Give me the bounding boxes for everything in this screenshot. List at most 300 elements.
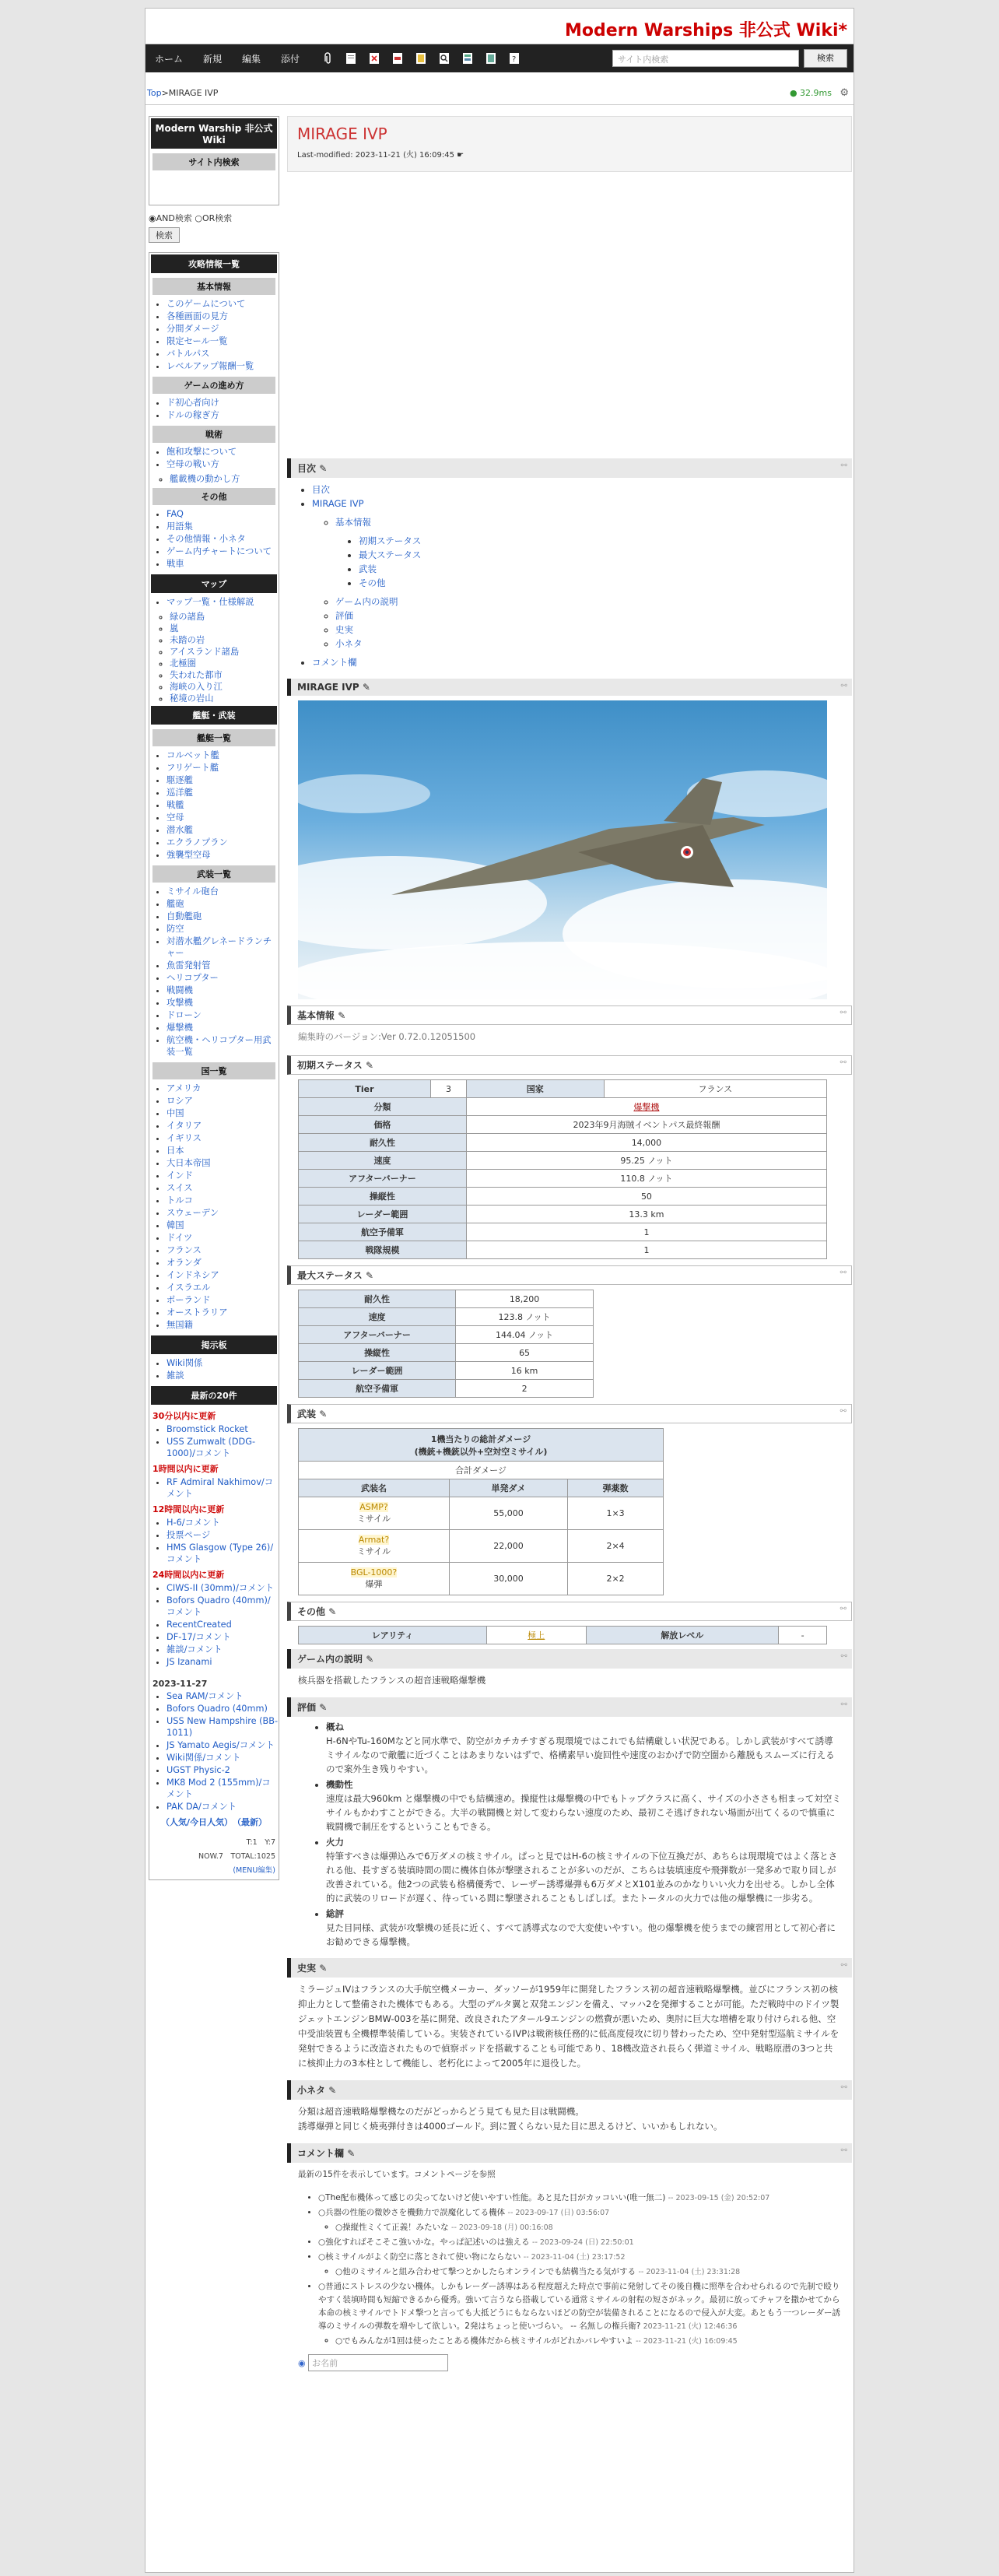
sidebar-item-link[interactable]: 飽和攻撃について — [166, 447, 237, 457]
sidebar-item-link[interactable]: 戦艦 — [166, 800, 184, 810]
table-row — [299, 1080, 827, 1098]
recent-item[interactable] — [166, 1764, 279, 1776]
sidebar-subitem-link[interactable]: 海峡の入り江 — [170, 682, 223, 692]
recent-item-link[interactable]: 雑談/コメント — [166, 1644, 223, 1655]
toc-item[interactable] — [335, 637, 852, 651]
anchor-icon[interactable]: ⚯ — [840, 1605, 847, 1613]
weapon-type: ミサイル — [356, 1546, 391, 1556]
sidebar-item[interactable] — [166, 1269, 279, 1281]
rename-icon[interactable] — [390, 51, 405, 66]
nation-value: フランス — [604, 1080, 826, 1098]
sidebar-item[interactable] — [166, 1157, 279, 1169]
sidebar-item-link[interactable]: 空母 — [166, 812, 184, 823]
sidebar-nations-head: 国一覧 — [151, 1061, 277, 1081]
breadcrumb-current: MIRAGE IVP — [168, 88, 219, 98]
sidebar-item[interactable] — [166, 397, 279, 409]
gear-icon[interactable]: ⚙ — [840, 87, 849, 99]
comment-item — [318, 2280, 841, 2333]
site-search-input[interactable]: サイト内検索 — [612, 50, 799, 67]
anchor-icon[interactable]: ⚯ — [840, 2146, 847, 2155]
table-row — [299, 1241, 827, 1259]
toolbar-new-link[interactable]: 新規 — [203, 53, 223, 65]
sidebar-item-link[interactable]: 防空 — [166, 924, 184, 934]
nation-label: 国家 — [466, 1080, 604, 1098]
sidebar-item-link[interactable]: 駆逐艦 — [166, 775, 193, 785]
sidebar-subitem[interactable] — [170, 693, 279, 704]
toc-item[interactable] — [335, 595, 852, 609]
sidebar-item[interactable] — [166, 1257, 279, 1269]
weapon-link[interactable]: BGL-1000? — [350, 1567, 398, 1578]
sidebar-item[interactable] — [166, 311, 279, 322]
sidebar-item-link[interactable]: トルコ — [166, 1195, 193, 1206]
stat-label: 速度 — [299, 1152, 467, 1170]
sidebar-item[interactable] — [166, 824, 279, 836]
sidebar-item[interactable] — [166, 546, 279, 557]
sidebar-item-link[interactable]: 空母の戦い方 — [166, 459, 219, 469]
sidebar-item-link[interactable]: バトルパス — [166, 349, 210, 359]
sidebar-item[interactable] — [166, 521, 279, 532]
weapon-link[interactable]: ASMP? — [359, 1502, 388, 1512]
sidebar-item[interactable] — [166, 1022, 279, 1034]
anchor-icon[interactable]: ⚯ — [840, 1700, 847, 1709]
recent-item-link[interactable]: Bofors Quadro (40mm) — [166, 1704, 268, 1714]
sidebar-item[interactable] — [166, 1170, 279, 1181]
recent-item[interactable] — [166, 1436, 275, 1459]
recent-item-link[interactable]: MK8 Mod 2 (155mm)/コメント — [166, 1778, 271, 1799]
sidebar-item[interactable] — [166, 1107, 279, 1119]
recent-item[interactable] — [166, 1703, 279, 1714]
sidebar-subitem-link[interactable]: 緑の諸島 — [170, 612, 205, 622]
comment-radio[interactable]: ○ — [335, 2336, 343, 2346]
edit-icon[interactable]: ✎ — [319, 1702, 328, 1713]
recent-item-link[interactable]: Broomstick Rocket — [166, 1424, 248, 1434]
sidebar-item-link[interactable]: 航空機・ヘリコプター用武装一覧 — [166, 1035, 272, 1057]
sidebar-item[interactable] — [166, 774, 279, 786]
sidebar-item-link[interactable]: コルベット艦 — [166, 750, 219, 760]
sidebar-item[interactable] — [166, 1182, 279, 1194]
recent-item[interactable] — [166, 1656, 275, 1668]
sidebar-item[interactable] — [166, 1282, 279, 1293]
recent-item[interactable] — [166, 1715, 279, 1739]
sidebar-item[interactable] — [166, 1307, 279, 1318]
sidebar-subitem[interactable] — [170, 473, 279, 485]
sidebar-item[interactable] — [166, 935, 279, 959]
anchor-icon[interactable]: ⚯ — [840, 462, 847, 470]
name-radio[interactable]: ◉ — [298, 2358, 306, 2368]
anchor-icon[interactable]: ⚯ — [840, 1269, 847, 1277]
anchor-icon[interactable]: ⚯ — [840, 682, 847, 690]
sidebar-subitem[interactable] — [170, 611, 279, 623]
recent-group-list — [152, 1476, 275, 1500]
sidebar-item[interactable] — [166, 787, 279, 798]
sidebar-item-link[interactable]: 強襲型空母 — [166, 850, 211, 860]
backup-icon[interactable] — [483, 51, 499, 66]
sidebar-item-link[interactable]: このゲームについて — [166, 299, 246, 309]
recent-item[interactable] — [166, 1644, 275, 1655]
sidebar-item-link[interactable]: イタリア — [166, 1121, 202, 1131]
comment-radio[interactable]: ○ — [318, 2237, 326, 2247]
search-page-icon[interactable] — [436, 51, 452, 66]
recent-item[interactable] — [166, 1777, 279, 1800]
sidebar-item-link[interactable]: Wiki関係 — [166, 1358, 203, 1368]
evaluation-heading — [287, 1697, 852, 1717]
toc-item-link[interactable]: 最大ステータス — [359, 549, 422, 560]
sidebar-item-link[interactable]: 戦闘機 — [166, 985, 193, 995]
or-radio[interactable]: ○ — [195, 213, 202, 223]
and-label: AND検索 — [156, 213, 192, 223]
recent-item-link[interactable]: HMS Glasgow (Type 26)/コメント — [166, 1542, 274, 1564]
list-icon[interactable] — [413, 51, 429, 66]
sidebar-item-link[interactable]: フリゲート艦 — [166, 763, 219, 773]
sidebar-subitem-link[interactable]: 失われた都市 — [170, 670, 223, 680]
sidebar-item-link[interactable]: レベルアップ報酬一覧 — [166, 361, 254, 371]
recent-item[interactable] — [166, 1595, 275, 1618]
sidebar-item[interactable] — [166, 1034, 279, 1058]
edit-icon[interactable]: ✎ — [347, 2148, 356, 2159]
sidebar-item-link[interactable]: 戦車 — [166, 559, 184, 569]
sidebar-subitem[interactable] — [170, 669, 279, 681]
table-row — [299, 1362, 594, 1380]
sidebar-item[interactable] — [166, 1145, 279, 1156]
edit-icon[interactable]: ✎ — [338, 1010, 346, 1021]
recent-item-link[interactable]: DF-17/コメント — [166, 1632, 231, 1642]
sidebar-recent-head: 最新の20件 — [149, 1385, 279, 1406]
toc-item-link[interactable]: その他 — [359, 577, 386, 588]
sidebar-item-link[interactable]: ロシア — [166, 1096, 193, 1106]
stat-value: 110.8 ノット — [466, 1170, 826, 1188]
recent-item[interactable] — [166, 1619, 275, 1630]
page-icon[interactable] — [343, 51, 359, 66]
sidebar-item-link[interactable]: 韓国 — [166, 1220, 184, 1230]
recent-item-link[interactable]: Wiki関係/コメント — [166, 1753, 241, 1763]
anchor-icon[interactable]: ⚯ — [840, 1652, 847, 1661]
table-of-contents — [287, 478, 852, 674]
sidebar-subitem-link[interactable]: 艦載機の動かし方 — [170, 474, 240, 484]
sidebar-item-link[interactable]: イスラエル — [166, 1283, 211, 1293]
sidebar-item[interactable] — [166, 997, 279, 1009]
breadcrumb-top-link[interactable]: Top — [147, 88, 162, 98]
toolbar-attach-link[interactable]: 添付 — [281, 53, 300, 65]
sidebar-item[interactable] — [166, 1083, 279, 1094]
sidebar-item[interactable] — [166, 533, 279, 545]
unlock-label: 解放レベル — [586, 1627, 779, 1644]
edit-icon[interactable]: ✎ — [328, 1606, 337, 1617]
sidebar-item[interactable] — [166, 1207, 279, 1219]
sidebar-item-link[interactable]: ドイツ — [166, 1233, 193, 1243]
sidebar-item-link[interactable]: 分間ダメージ — [166, 324, 219, 334]
edit-icon[interactable]: ✎ — [366, 1654, 374, 1665]
sidebar-item-link[interactable]: 中国 — [166, 1108, 184, 1118]
sidebar-item-link[interactable]: アメリカ — [166, 1083, 202, 1093]
popular-link[interactable]: （人気/今日人気） — [160, 1817, 229, 1827]
toc-link-toc[interactable]: 目次 — [312, 484, 330, 495]
recent-item-link[interactable]: Bofors Quadro (40mm)/コメント — [166, 1595, 271, 1617]
sidebar-item-link[interactable]: ドルの稼ぎ方 — [166, 410, 219, 420]
sidebar-item-link[interactable]: ポーランド — [166, 1295, 211, 1305]
sidebar-item-link[interactable]: ヘリコプター — [166, 973, 219, 983]
comment-radio[interactable]: ○ — [318, 2282, 326, 2291]
toolbar-edit-link[interactable]: 編集 — [242, 53, 261, 65]
sidebar-item[interactable] — [166, 360, 279, 372]
sidebar-item-link[interactable]: 日本 — [166, 1146, 184, 1156]
recent-item-link[interactable]: JS Yamato Aegis/コメント — [166, 1740, 275, 1750]
table-row — [299, 1134, 827, 1152]
recent-item[interactable] — [166, 1801, 279, 1813]
recent-icon[interactable] — [460, 51, 475, 66]
toc-item[interactable] — [359, 548, 852, 562]
name-input[interactable]: お名前 — [308, 2354, 448, 2371]
sidebar-item[interactable] — [166, 323, 279, 335]
sidebar-item[interactable] — [166, 984, 279, 996]
sidebar-item[interactable] — [166, 1132, 279, 1144]
toc-item-link[interactable]: ゲーム内の説明 — [335, 596, 398, 607]
sidebar-item[interactable] — [166, 923, 279, 935]
sidebar-item[interactable] — [166, 348, 279, 360]
toc-item[interactable] — [312, 655, 852, 669]
recent-item[interactable] — [166, 1752, 279, 1764]
recent-item-link[interactable]: JS Izanami — [166, 1657, 212, 1667]
sidebar-item[interactable] — [166, 1009, 279, 1021]
edit-icon[interactable]: ✎ — [319, 1409, 328, 1420]
recent-item-link[interactable]: H-6/コメント — [166, 1518, 220, 1528]
sidebar-item[interactable] — [166, 508, 279, 520]
sidebar-item[interactable] — [166, 898, 279, 910]
stat-label: アフターバーナー — [299, 1170, 467, 1188]
ad-space — [287, 172, 852, 454]
sidebar-item[interactable] — [166, 1319, 279, 1331]
sidebar-item-link[interactable]: 攻撃機 — [166, 998, 193, 1008]
sidebar-subitem[interactable] — [170, 646, 279, 658]
recent-item[interactable] — [166, 1423, 275, 1435]
recent-item-link[interactable]: PAK DA/コメント — [166, 1802, 237, 1812]
sidebar-item-link[interactable]: 艦砲 — [166, 899, 184, 909]
comment-radio[interactable]: ○ — [335, 2223, 343, 2232]
sidebar-item-link[interactable]: スウェーデン — [166, 1208, 219, 1218]
sidebar-ships-head: 艦艇・武装 — [149, 704, 279, 726]
anchor-icon[interactable]: ⚯ — [840, 1058, 847, 1067]
table-row — [299, 1479, 664, 1497]
anchor-icon[interactable]: ⚯ — [840, 1407, 847, 1416]
toc-item-link[interactable]: 小ネタ — [335, 638, 363, 649]
sidebar-subitem-link[interactable]: 嵐 — [170, 623, 179, 633]
sidebar-item-link[interactable]: 爆撃機 — [166, 1023, 193, 1033]
sidebar-item-link[interactable]: ドローン — [166, 1010, 202, 1020]
recent-item-link[interactable]: USS Zumwalt (DDG-1000)/コメント — [166, 1437, 256, 1458]
sidebar-item-link[interactable]: 対潜水艦グレネードランチャー — [166, 936, 272, 958]
sidebar-item[interactable] — [166, 886, 279, 897]
sidebar-item[interactable] — [166, 911, 279, 922]
sidebar-item[interactable] — [166, 1244, 279, 1256]
edit-icon[interactable]: ✎ — [362, 682, 370, 693]
description-heading-text: ゲーム内の説明 — [297, 1654, 363, 1665]
sidebar-subitem[interactable] — [170, 681, 279, 693]
toc-item-link[interactable]: 初期ステータス — [359, 535, 422, 546]
sidebar-item[interactable] — [166, 458, 279, 470]
sidebar-subitem[interactable] — [170, 634, 279, 646]
edit-icon[interactable]: ✎ — [365, 1270, 374, 1281]
menu-edit-line — [149, 1862, 279, 1879]
toc-item[interactable] — [335, 515, 852, 590]
recent-item[interactable] — [166, 1631, 275, 1643]
sidebar-item[interactable] — [166, 1357, 279, 1369]
sidebar-subitem-link[interactable]: アイスランド諸島 — [170, 647, 240, 657]
sidebar-item-link[interactable]: 大日本帝国 — [166, 1158, 211, 1168]
sidebar-item-link[interactable]: FAQ — [166, 509, 184, 519]
recent-item[interactable] — [166, 1517, 275, 1528]
sidebar-item-link[interactable]: 無国籍 — [166, 1320, 193, 1330]
comment-radio[interactable]: ○ — [335, 2267, 343, 2276]
sidebar-item[interactable] — [166, 960, 279, 971]
recent-item-link[interactable]: CIWS-II (30mm)/コメント — [166, 1583, 275, 1593]
sidebar-item[interactable] — [166, 799, 279, 811]
stat-value: 13.3 km — [466, 1206, 826, 1223]
recent-item-link[interactable]: USS New Hampshire (BB-1011) — [166, 1716, 279, 1738]
sidebar-item-link[interactable]: 自動艦砲 — [166, 911, 202, 921]
toc-link-basic[interactable]: 基本情報 — [335, 517, 371, 528]
sidebar-item[interactable] — [166, 1120, 279, 1132]
anchor-icon[interactable]: ⚯ — [840, 2083, 847, 2092]
edit-icon[interactable]: ✎ — [365, 1060, 374, 1071]
toc-item[interactable] — [359, 562, 852, 576]
toc-item[interactable] — [359, 534, 852, 548]
sidebar-item[interactable] — [166, 1095, 279, 1107]
recent-item-link[interactable]: UGST Physic-2 — [166, 1765, 230, 1775]
sidebar-search-button[interactable]: 検索 — [149, 227, 180, 243]
edit-icon[interactable]: ✎ — [319, 1963, 328, 1974]
sidebar-item-link[interactable]: インドネシア — [166, 1270, 219, 1280]
anchor-icon[interactable]: ⚯ — [840, 1009, 847, 1017]
sidebar-item-link[interactable]: 用語集 — [166, 521, 193, 532]
help-icon[interactable] — [507, 51, 522, 66]
sidebar-subitem-link[interactable]: 秘境の岩山 — [170, 693, 214, 704]
sidebar-item[interactable] — [166, 972, 279, 984]
toc-link-title[interactable]: MIRAGE IVP — [312, 498, 364, 509]
sidebar-item-link[interactable]: ミサイル砲台 — [166, 886, 219, 897]
recent-item-link[interactable]: RF Admiral Nakhimov/コメント — [166, 1477, 273, 1499]
armament-caption-1: 1機当たりの総計ダメージ — [430, 1434, 531, 1444]
recent-item-link[interactable]: Sea RAM/コメント — [166, 1691, 244, 1701]
stat-label: 速度 — [299, 1308, 456, 1326]
sidebar-item-link[interactable]: ド初心者向け — [166, 398, 219, 408]
comment-radio[interactable]: ○ — [318, 2193, 326, 2202]
edit-icon[interactable]: ✎ — [328, 2085, 337, 2096]
sidebar-item-link[interactable]: 巡洋艦 — [166, 788, 193, 798]
toc-item[interactable] — [335, 609, 852, 623]
sidebar-other-head: その他 — [151, 486, 277, 507]
anchor-icon[interactable]: ⚯ — [840, 1961, 847, 1970]
sidebar-item[interactable] — [166, 298, 279, 310]
sidebar-item-link[interactable]: 雑談 — [166, 1370, 184, 1381]
sidebar-item-link[interactable]: 潜水艦 — [166, 825, 193, 835]
sidebar-subitem-link[interactable]: 未踏の岩 — [170, 635, 205, 645]
toc-link-comment[interactable]: コメント欄 — [312, 657, 357, 668]
sidebar-basic-list — [149, 298, 279, 372]
sidebar-item[interactable] — [166, 1195, 279, 1206]
toc-item-link[interactable]: 評価 — [335, 610, 353, 621]
sidebar-item-link[interactable]: その他情報・小ネタ — [166, 534, 246, 544]
sidebar-item-link[interactable]: ゲーム内チャートについて — [166, 546, 272, 556]
recent-item[interactable] — [166, 1542, 275, 1565]
sidebar-subitem[interactable] — [170, 623, 279, 634]
sidebar-item[interactable] — [166, 446, 279, 458]
sidebar-item-link[interactable]: 限定セール一覧 — [166, 336, 228, 346]
weapon-link[interactable]: Armat? — [358, 1535, 390, 1545]
counter-y: Y:7 — [265, 1838, 275, 1847]
sidebar-item[interactable] — [166, 762, 279, 774]
table-row — [299, 1380, 594, 1398]
comment-text: 兵器の性能の微妙さを機動力で誤魔化してる機体 — [325, 2208, 508, 2217]
last-modified-text: Last-modified: 2023-11-21 (火) 16:09:45 — [297, 151, 454, 160]
sidebar-item-link[interactable]: 各種画面の見方 — [166, 311, 229, 321]
sidebar-item-link[interactable]: イギリス — [166, 1133, 202, 1143]
recent-item[interactable] — [166, 1690, 279, 1702]
sidebar-progress-head: ゲームの進め方 — [151, 375, 277, 395]
sidebar-item[interactable] — [166, 849, 279, 861]
rarity-value: 極上 — [487, 1627, 586, 1644]
comment-radio[interactable]: ○ — [318, 2252, 326, 2262]
sidebar-item-link[interactable]: オランダ — [166, 1258, 202, 1268]
sidebar-item[interactable] — [166, 1220, 279, 1231]
recent-item[interactable] — [166, 1582, 275, 1594]
sidebar-item[interactable] — [166, 596, 279, 608]
site-search-button[interactable]: 検索 — [804, 49, 847, 68]
edit-icon[interactable]: ✎ — [319, 463, 328, 474]
toc-item-link[interactable]: 武装 — [359, 563, 377, 574]
sidebar-item[interactable] — [166, 558, 279, 570]
recent-item[interactable] — [166, 1476, 275, 1500]
table-row — [299, 1429, 664, 1462]
sidebar-item-link[interactable]: フランス — [166, 1245, 202, 1255]
sidebar-item[interactable] — [166, 1232, 279, 1244]
sidebar-item[interactable] — [166, 1370, 279, 1381]
sidebar-item-link[interactable]: マップ一覧・仕様解説 — [166, 597, 254, 607]
sidebar-item[interactable] — [166, 749, 279, 761]
delete-page-icon[interactable] — [366, 51, 382, 66]
sidebar-item[interactable] — [166, 812, 279, 823]
toc-item[interactable] — [359, 576, 852, 590]
sidebar-item[interactable] — [166, 409, 279, 421]
latest-link[interactable]: （最新） — [237, 1817, 268, 1827]
toc-item[interactable] — [312, 483, 852, 497]
sidebar-item-link[interactable]: インド — [166, 1170, 193, 1181]
sidebar-item-link[interactable]: オーストラリア — [166, 1307, 228, 1318]
toc-item-link[interactable]: 史実 — [335, 624, 353, 635]
toolbar-home-link[interactable]: ホーム — [155, 53, 184, 65]
recent-item-link[interactable]: 投票ページ — [166, 1530, 211, 1540]
comment-text: でもみんなが1回は使ったことある機体だから核ミサイルがどれかバレやすいよ — [342, 2336, 636, 2346]
attach-icon[interactable] — [320, 51, 335, 66]
and-radio[interactable]: ◉ — [149, 213, 156, 223]
site-title[interactable]: Modern Warships 非公式 Wiki* — [565, 21, 847, 40]
recent-item[interactable] — [166, 1739, 279, 1751]
recent-item-link[interactable]: RecentCreated — [166, 1620, 232, 1630]
recent-item[interactable] — [166, 1529, 275, 1541]
menu-edit-link[interactable]: (MENU編集) — [233, 1866, 275, 1875]
sidebar-item[interactable] — [166, 1294, 279, 1306]
sidebar-item[interactable] — [166, 335, 279, 347]
sidebar-item-link[interactable]: スイス — [166, 1183, 193, 1193]
toc-item[interactable] — [335, 623, 852, 637]
sidebar-item-link[interactable]: エクラノプラン — [166, 837, 228, 848]
sidebar-item-link[interactable]: 魚雷発射管 — [166, 960, 211, 970]
sidebar-item[interactable] — [166, 837, 279, 848]
sidebar-subitem[interactable] — [170, 658, 279, 669]
sidebar-site-name[interactable]: Modern Warship 非公式Wiki — [149, 117, 279, 150]
sidebar-subitem-link[interactable]: 北極圏 — [170, 658, 196, 669]
toc-item[interactable] — [312, 497, 852, 651]
comment-radio[interactable]: ○ — [318, 2208, 326, 2217]
stat-label: 耐久性 — [299, 1290, 456, 1308]
